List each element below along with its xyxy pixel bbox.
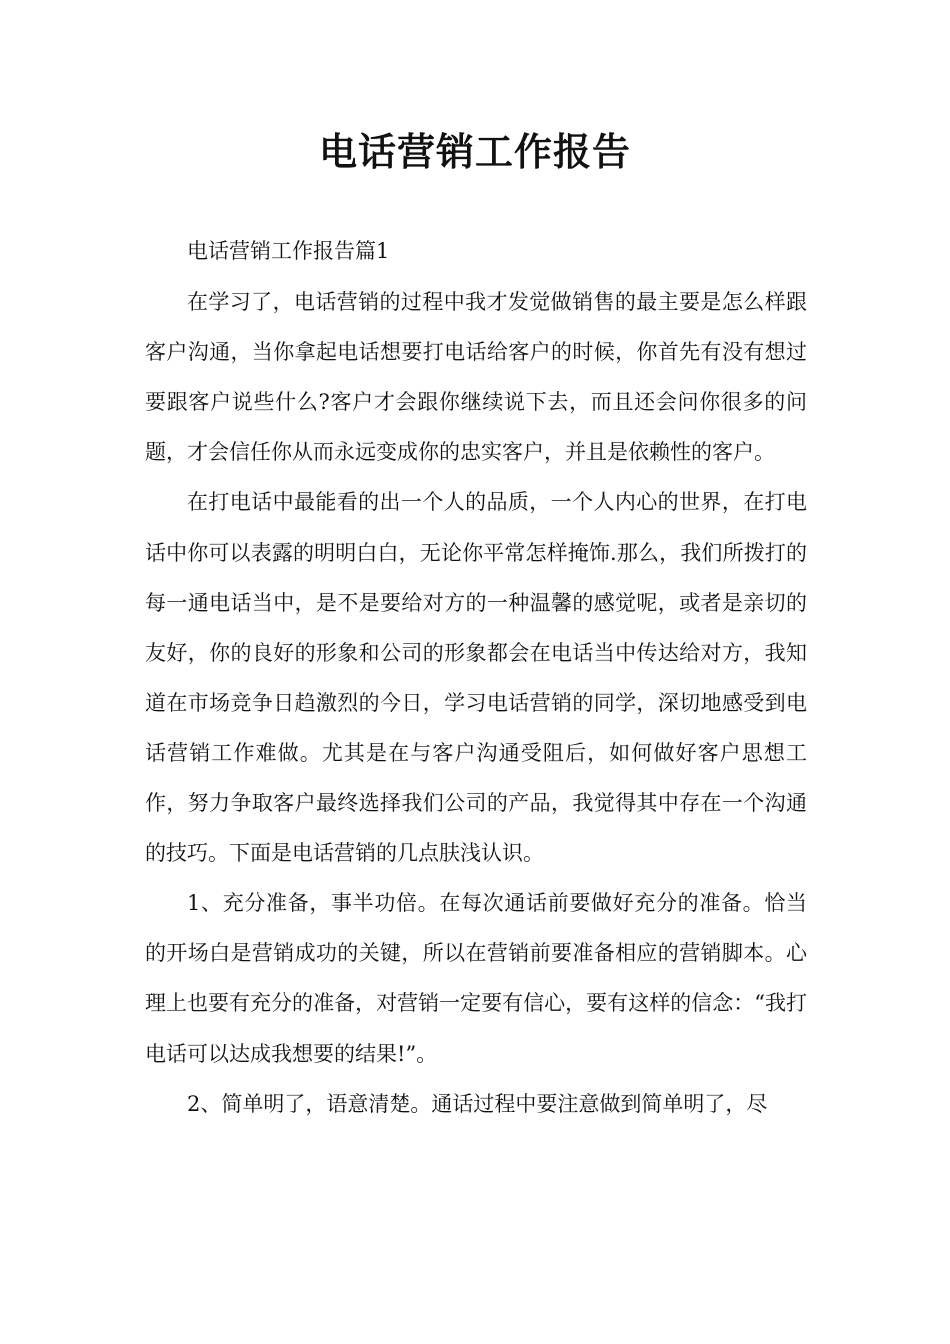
paragraph-2: 在打电话中最能看的出一个人的品质，一个人内心的世界，在打电话中你可以表露的明明白白，无论你平常怎样掩饰.那么，我们所拨打的每一通电话当中，是不是要给对方的一种温馨的感觉呢，或者是亲切的友好，你的良好的形象和公司的形象都会在电话当中传达给对方，我知道在市场竞争日趋激烈的今日，学习电话营销的同学，深切地感受到电话营销工作难做。尤其是在与客户沟通受阻后，如何做好客户思想工作，努力争取客户最终选择我们公司的产品，我觉得其中存在一个沟通的技巧。下面是电话营销的几点肤浅认识。 [145, 490, 807, 866]
paragraph-1: 在学习了，电话营销的过程中我才发觉做销售的最主要是怎么样跟客户沟通，当你拿起电话想要打电话给客户的时候，你首先有没有想过要跟客户说些什么?客户才会跟你继续说下去，而且还会问你很多的问题，才会信任你从而永远变成你的忠实客户，并且是依赖性的客户。 [145, 290, 807, 465]
document-body [145, 226, 807, 1129]
paragraph-3: 1、充分准备，事半功倍。在每次通话前要做好充分的准备。恰当的开场白是营销成功的关键，所以在营销前要准备相应的营销脚本。心理上也要有充分的准备，对营销一定要有信心，要有这样的信念：“我打电话可以达成我想要的结果!”。 [145, 891, 807, 1066]
paragraph-4: 2、简单明了，语意清楚。通话过程中要注意做到简单明了，尽 [187, 1091, 768, 1116]
section-heading: 电话营销工作报告篇1 [187, 239, 390, 263]
document-title: 电话营销工作报告 [318, 130, 631, 174]
